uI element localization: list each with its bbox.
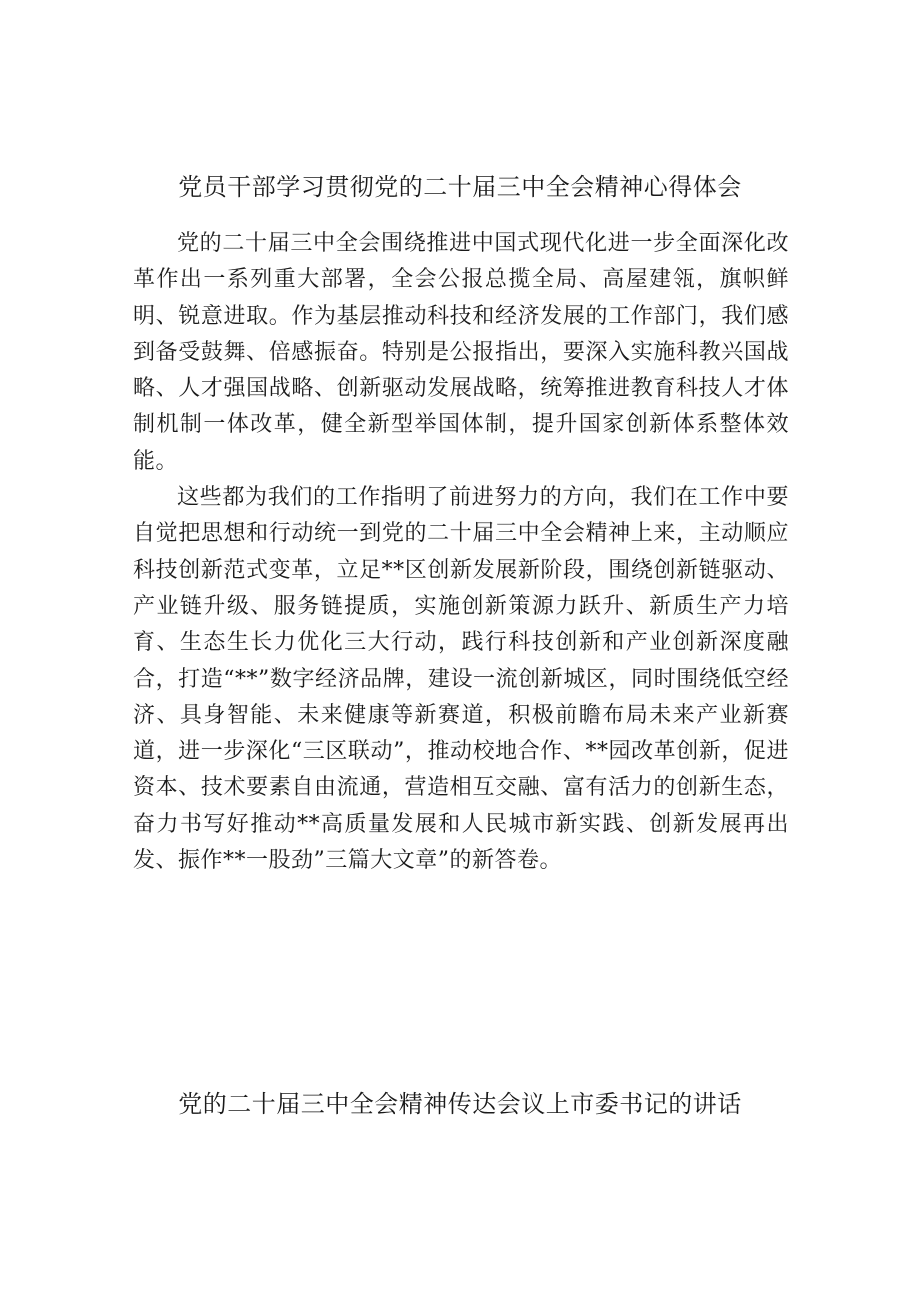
next-article-title: 党的二十届三中全会精神传达会议上市委书记的讲话 bbox=[178, 1090, 742, 1118]
paragraph-2: 这些都为我们的工作指明了前进努力的方向，我们在工作中要自觉把思想和行动统一到党的二十届三中全会精神上来，主动顺应科技创新范式变革，立足**区创新发展新阶段，围绕创新链驱动、产业链升级、服务链提质，实施创新策源力跃升、新质生产力培育、生态生长力优化三大行动，践行科技创新和产业创新深度融合，打造“**”数字经济品牌，建设一流创新城区，同时围绕低空经济、具身智能、未来健康等新赛道，积极前瞻布局未来产业新赛道，进一步深化“三区联动”，推动校地合作、**园改革创新，促进资本、技术要素自由流通，营造相互交融、富有活力的创新生态，奋力书写好推动**高质量发展和人民城市新实践、创新发展再出发、振作**一股劲”三篇大文章”的新答卷。 bbox=[133, 485, 789, 874]
document-title: 党员干部学习贯彻党的二十届三中全会精神心得体会 bbox=[178, 173, 742, 201]
document-body bbox=[133, 226, 789, 879]
paragraph-1: 党的二十届三中全会围绕推进中国式现代化进一步全面深化改革作出一系列重大部署，全会公报总揽全局、高屋建瓴，旗帜鲜明、锐意进取。作为基层推动科技和经济发展的工作部门，我们感到备受鼓舞、倍感振奋。特别是公报指出，要深入实施科教兴国战略、人才强国战略、创新驱动发展战略，统筹推进教育科技人才体制机制一体改革，健全新型举国体制，提升国家创新体系整体效能。 bbox=[133, 231, 789, 474]
